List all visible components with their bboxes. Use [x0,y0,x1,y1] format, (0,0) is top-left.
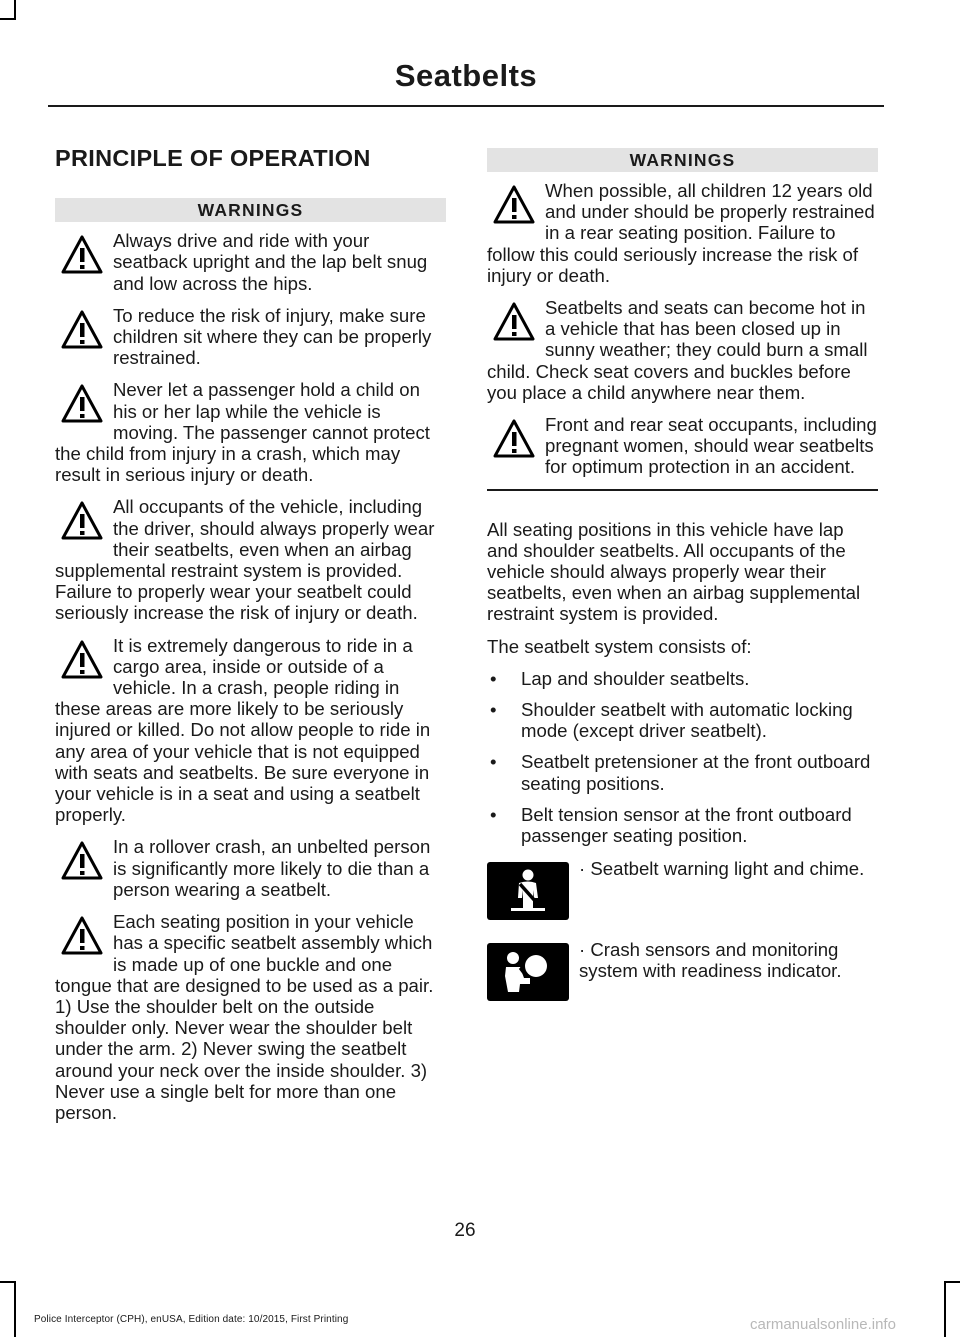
bullet-mark: • [490,803,497,825]
warnings-end-rule [487,489,878,491]
warning-item [487,414,878,478]
page-number: 26 [454,1220,476,1241]
seatbelt-warning-icon [487,862,569,920]
warning-triangle-icon [61,915,103,957]
list-item [487,699,878,741]
left-column [55,140,446,1134]
warning-text: It is extremely dangerous to ride in a cargo area, inside or outside of a vehicle. In a crash, people riding in these areas are more likely to be seriously injured or killed. Do not allow people to ride in any area of your vehicle that is not equipped with seats and seatbelts. Be sure everyone in your vehicle is in a seat and using a seatbelt properly. [55,634,431,826]
list-item-text: Shoulder seatbelt with automatic locking mode (except driver seatbelt). [521,699,853,742]
warning-item [55,836,446,900]
warning-triangle-icon [493,418,535,460]
crop-mark [944,1281,960,1283]
crop-mark [14,0,16,20]
warning-triangle-icon [493,301,535,343]
warning-item [55,496,446,623]
list-item [487,751,878,793]
warning-item [55,379,446,485]
warning-item [487,180,878,286]
icon-description: · Crash sensors and monitoring system with readiness indicator. [579,939,842,982]
warnings-bar: WARNINGS [487,148,878,172]
bullet-mark: • [490,667,497,689]
list-item-text: Lap and shoulder seatbelts. [521,667,750,689]
list-item-text: Seatbelt pretensioner at the front outboard seating positions. [521,751,871,794]
icon-description: · Seatbelt warning light and chime. [579,858,865,880]
crop-mark [14,1281,16,1337]
bullet-mark: • [490,751,497,773]
warning-triangle-icon [61,840,103,882]
warning-text: To reduce the risk of injury, make sure children sit where they can be properly restrained. [113,304,432,369]
warning-triangle-icon [493,184,535,226]
right-column [487,148,878,1012]
warning-item [55,230,446,294]
edition-footer: Police Interceptor (CPH), enUSA, Edition date: 10/2015, First Printing [34,1314,349,1325]
crop-mark [944,1281,946,1337]
warning-text: When possible, all children 12 years old and under should be properly restrained in a rear seating position. Failure to follow this could seriously increase the risk of injury or death. [487,180,875,286]
warning-triangle-icon [61,234,103,276]
warning-item [487,297,878,403]
warning-text: Never let a passenger hold a child on his or her lap while the vehicle is moving. The passenger cannot protect the child from injury in a crash, which may result in serious injury or death. [55,379,430,486]
system-components-list [487,668,878,846]
seatbelt-warning-row [487,858,878,931]
warning-item [55,911,446,1123]
crop-mark [0,18,16,20]
warning-text: Seatbelts and seats can become hot in a vehicle that has been closed up in sunny weather; they could burn a small child. Check seat covers and buckles before you place a child anywhere near them. [487,297,868,403]
warning-text: All occupants of the vehicle, including the driver, should always properly wear their seatbelts, even when an airbag supplemental restraint system is provided. Failure to properly wear your seatbelt could seriously increase the risk of injury or death. [55,496,435,624]
warning-text: Each seating position in your vehicle has a specific seatbelt assembly which is made up of one buckle and one tongue that are designed to be used as a pair. 1) Use the shoulder belt on the outside shoulder only. Never wear the shoulder belt under the arm. 2) Never swing the seatbelt around your neck over the inside shoulder. 3) Never use a single belt for more than one person. [55,911,434,1123]
header-rule [48,105,884,107]
section-title: PRINCIPLE OF OPERATION [55,145,371,171]
list-item-text: Belt tension sensor at the front outboard passenger seating position. [521,803,852,847]
warning-triangle-icon [61,309,103,351]
airbag-icon [487,943,569,1001]
warning-triangle-icon [61,500,103,542]
warning-triangle-icon [61,639,103,681]
bullet-mark: • [490,699,497,721]
page-header-title: Seatbelts [394,58,538,93]
warning-triangle-icon [61,383,103,425]
watermark: carmanualsonline.info [750,1316,896,1333]
list-item [487,804,878,846]
system-consists-label: The seatbelt system consists of: [487,635,752,657]
crop-mark [0,1281,16,1283]
warnings-bar: WARNINGS [55,198,446,222]
warning-item [55,305,446,369]
warning-text: Front and rear seat occupants, including pregnant women, should wear seatbelts for optimum protection in an accident. [545,414,877,478]
intro-paragraph: All seating positions in this vehicle have lap and shoulder seatbelts. All occupants of the vehicle should always properly wear their seatbelts, even when an airbag supplemental restraint system is provided. [487,518,861,625]
warning-item [55,635,446,826]
warning-text: In a rollover crash, an unbelted person is significantly more likely to die than a person wearing a seatbelt. [113,836,431,900]
list-item [487,668,878,689]
crash-sensor-row [487,939,878,1012]
warning-text: Always drive and ride with your seatback upright and the lap belt snug and low across the hips. [113,230,428,294]
